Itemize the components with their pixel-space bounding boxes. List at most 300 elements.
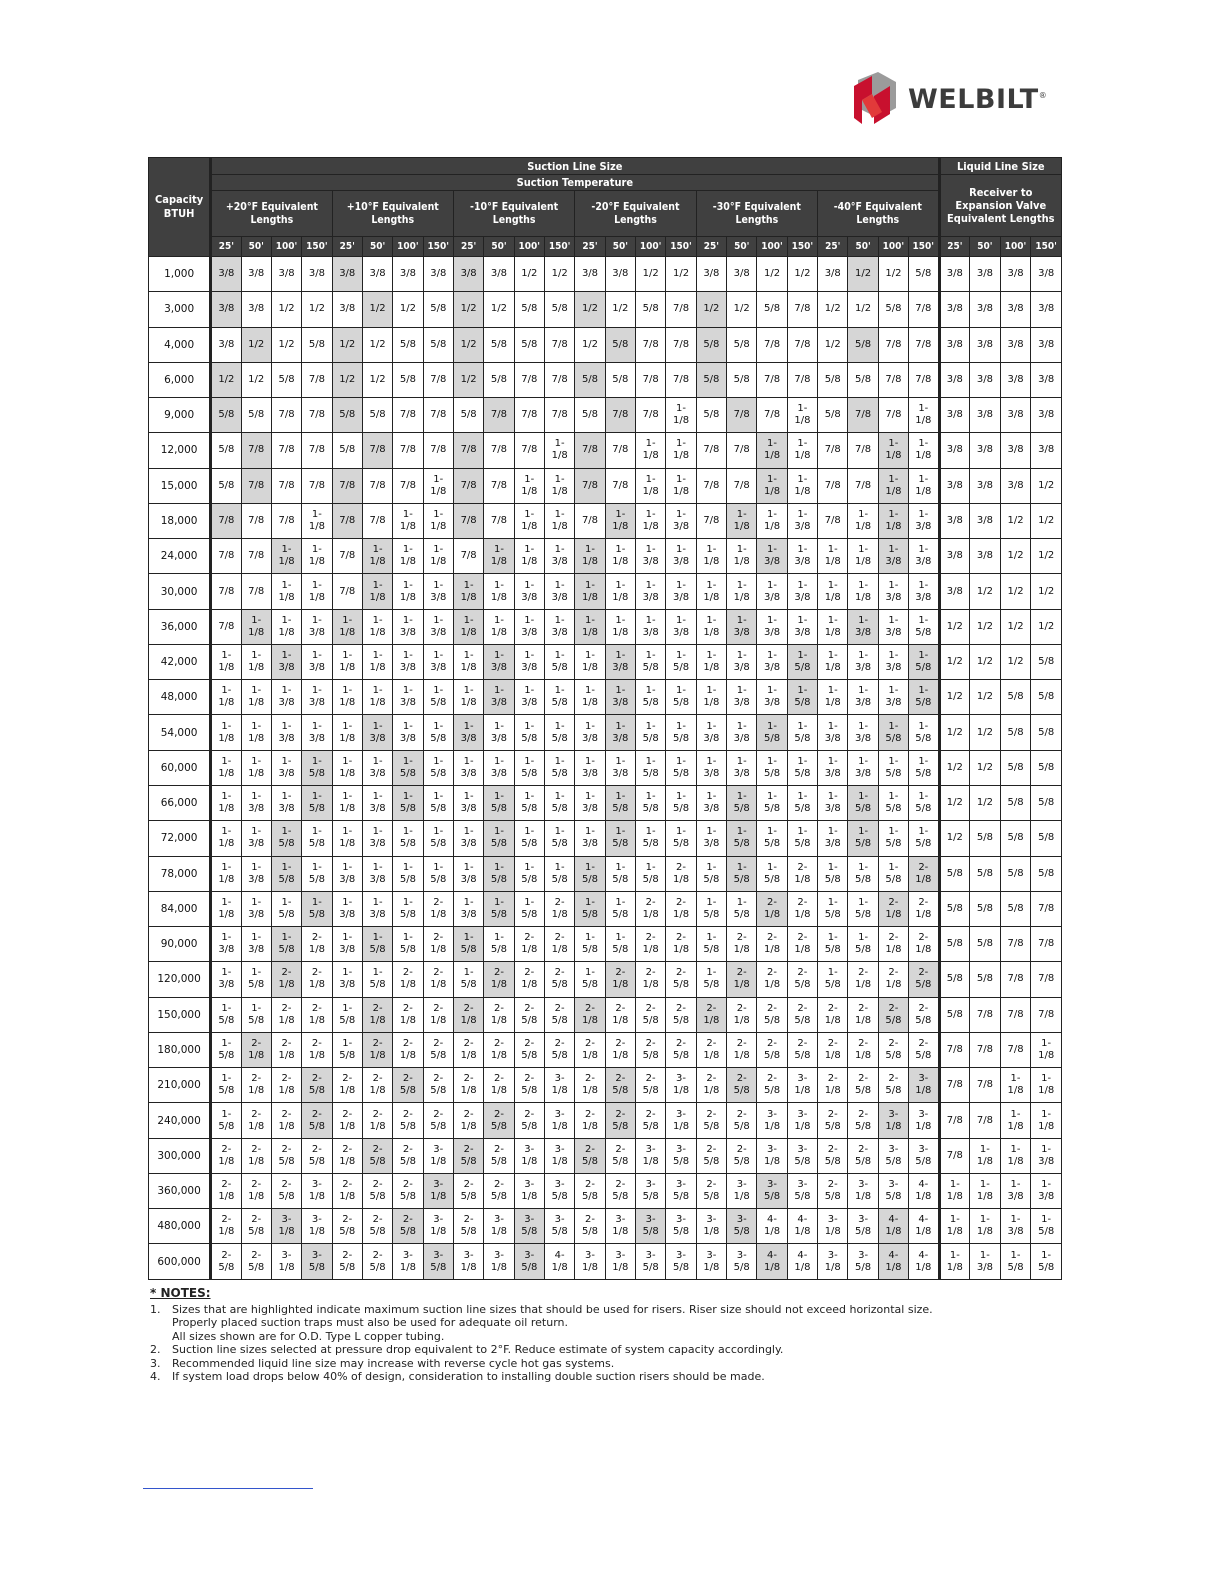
suction-size-cell: 5/8: [818, 362, 848, 397]
capacity-cell: 120,000: [149, 962, 211, 997]
liquid-size-cell: 1- 3/8: [1031, 1138, 1062, 1173]
suction-size-cell: 1- 5/8: [727, 821, 757, 856]
suction-size-cell: 2- 1/8: [636, 891, 666, 926]
note-text: Suction line sizes selected at pressure drop equivalent to 2°F. Reduce estimate of system capacity accordingly.: [172, 1343, 784, 1356]
suction-size-cell: 1- 5/8: [848, 856, 878, 891]
suction-size-cell: 1- 1/8: [727, 539, 757, 574]
suction-size-cell: 1- 1/8: [909, 433, 939, 468]
suction-size-cell: 3- 1/8: [727, 1173, 757, 1208]
suction-size-cell: 1- 5/8: [757, 856, 787, 891]
capacity-cell: 4,000: [149, 327, 211, 362]
suction-size-cell: 7/8: [514, 398, 544, 433]
suction-size-cell: 2- 1/8: [302, 927, 332, 962]
suction-size-cell: 2- 5/8: [332, 1209, 362, 1244]
liquid-size-cell: 1/2: [1031, 468, 1062, 503]
suction-size-cell: 1/2: [271, 327, 301, 362]
suction-size-cell: 5/8: [575, 362, 605, 397]
suction-size-cell: 1- 5/8: [271, 856, 301, 891]
suction-size-cell: 1- 5/8: [787, 821, 817, 856]
suction-size-cell: 3/8: [453, 257, 483, 292]
suction-size-cell: 2- 5/8: [727, 1103, 757, 1138]
suction-size-cell: 1- 3/8: [514, 644, 544, 679]
liquid-size-cell: 1/2: [970, 574, 1001, 609]
length-header: 150': [787, 237, 817, 257]
liquid-size-cell: 7/8: [1031, 927, 1062, 962]
suction-size-cell: 7/8: [211, 609, 241, 644]
suction-size-cell: 1- 5/8: [211, 1068, 241, 1103]
suction-size-cell: 3/8: [271, 257, 301, 292]
suction-size-cell: 7/8: [241, 539, 271, 574]
suction-size-cell: 4- 1/8: [909, 1173, 939, 1208]
capacity-cell: 42,000: [149, 644, 211, 679]
suction-size-cell: 1- 3/8: [848, 644, 878, 679]
suction-size-cell: 1- 5/8: [423, 856, 453, 891]
capacity-cell: 300,000: [149, 1138, 211, 1173]
table-row: [149, 715, 1062, 750]
suction-size-cell: 2- 5/8: [302, 1138, 332, 1173]
suction-size-cell: 3- 1/8: [666, 1068, 696, 1103]
table-row: [149, 468, 1062, 503]
suction-size-cell: 1- 5/8: [484, 891, 514, 926]
suction-size-cell: 1- 5/8: [423, 715, 453, 750]
suction-size-cell: 2- 1/8: [848, 1032, 878, 1067]
suction-size-cell: 1- 1/8: [393, 503, 423, 538]
suction-size-cell: 1- 1/8: [484, 574, 514, 609]
suction-size-cell: 1- 5/8: [636, 750, 666, 785]
suction-size-cell: 1- 3/8: [757, 539, 787, 574]
suction-size-cell: 1- 5/8: [302, 785, 332, 820]
capacity-header: Capacity BTUH: [149, 158, 211, 257]
suction-size-cell: 2- 5/8: [514, 1068, 544, 1103]
suction-size-cell: 2- 1/8: [453, 1103, 483, 1138]
suction-size-cell: 2- 5/8: [484, 1138, 514, 1173]
suction-size-cell: 3/8: [332, 257, 362, 292]
capacity-cell: 3,000: [149, 292, 211, 327]
suction-size-cell: 2- 1/8: [818, 997, 848, 1032]
suction-size-cell: 1- 1/8: [302, 503, 332, 538]
suction-size-cell: 3- 1/8: [514, 1173, 544, 1208]
temperature-group-header: +20°F Equivalent Lengths: [211, 191, 332, 237]
suction-size-cell: 1- 1/8: [544, 433, 574, 468]
suction-size-cell: 5/8: [362, 398, 392, 433]
suction-size-cell: 2- 1/8: [271, 1068, 301, 1103]
suction-size-cell: 1/2: [727, 292, 757, 327]
length-header: 50': [605, 237, 635, 257]
suction-size-cell: 5/8: [878, 292, 908, 327]
suction-size-cell: 3- 1/8: [423, 1173, 453, 1208]
suction-size-cell: 3- 5/8: [727, 1244, 757, 1280]
suction-size-cell: 3- 5/8: [544, 1173, 574, 1208]
liquid-size-cell: 5/8: [1000, 785, 1031, 820]
capacity-cell: 60,000: [149, 750, 211, 785]
suction-size-cell: 2- 1/8: [362, 997, 392, 1032]
suction-size-cell: 1- 5/8: [393, 856, 423, 891]
suction-size-cell: 3- 5/8: [423, 1244, 453, 1280]
liquid-size-cell: 3/8: [970, 257, 1001, 292]
suction-size-cell: 7/8: [423, 398, 453, 433]
suction-size-cell: 3- 5/8: [636, 1209, 666, 1244]
suction-size-cell: 1- 5/8: [241, 962, 271, 997]
suction-size-cell: 3- 1/8: [605, 1209, 635, 1244]
suction-size-cell: 3- 1/8: [757, 1103, 787, 1138]
liquid-size-cell: 1/2: [939, 750, 970, 785]
suction-size-cell: 2- 1/8: [544, 891, 574, 926]
liquid-size-cell: 1- 1/8: [970, 1138, 1001, 1173]
suction-size-cell: 1- 5/8: [423, 785, 453, 820]
suction-size-cell: 1- 3/8: [453, 715, 483, 750]
liquid-size-cell: 5/8: [1031, 750, 1062, 785]
suction-size-cell: 1- 5/8: [696, 856, 726, 891]
suction-size-cell: 1- 1/8: [605, 539, 635, 574]
suction-size-cell: 2- 1/8: [241, 1068, 271, 1103]
suction-size-cell: 5/8: [332, 398, 362, 433]
capacity-cell: 18,000: [149, 503, 211, 538]
suction-size-cell: 1- 1/8: [757, 468, 787, 503]
suction-size-cell: 1- 1/8: [787, 398, 817, 433]
liquid-size-cell: 3/8: [1000, 257, 1031, 292]
suction-size-cell: 2- 1/8: [393, 997, 423, 1032]
suction-size-cell: 1- 5/8: [878, 856, 908, 891]
liquid-size-cell: 3/8: [1000, 292, 1031, 327]
suction-size-cell: 1- 1/8: [332, 750, 362, 785]
suction-size-cell: 7/8: [909, 292, 939, 327]
suction-size-cell: 7/8: [666, 362, 696, 397]
suction-size-cell: 5/8: [605, 362, 635, 397]
suction-size-cell: 2- 1/8: [544, 927, 574, 962]
suction-size-cell: 3- 5/8: [878, 1173, 908, 1208]
suction-size-cell: 2- 1/8: [484, 997, 514, 1032]
suction-size-cell: 2- 5/8: [757, 1068, 787, 1103]
suction-size-cell: 1- 5/8: [727, 856, 757, 891]
liquid-line-size-header: Liquid Line Size: [939, 158, 1061, 175]
length-header: 100': [636, 237, 666, 257]
suction-size-cell: 2- 1/8: [241, 1173, 271, 1208]
suction-size-cell: 2- 1/8: [666, 927, 696, 962]
suction-size-cell: 1- 3/8: [302, 680, 332, 715]
liquid-size-cell: 3/8: [1000, 468, 1031, 503]
suction-size-cell: 1- 1/8: [362, 609, 392, 644]
suction-size-cell: 2- 1/8: [666, 856, 696, 891]
suction-size-cell: 2- 1/8: [302, 962, 332, 997]
liquid-size-cell: 1- 1/8: [939, 1209, 970, 1244]
note-number: 4.: [150, 1370, 161, 1383]
suction-size-cell: 1- 3/8: [666, 503, 696, 538]
liquid-size-cell: 3/8: [1031, 327, 1062, 362]
suction-size-cell: 7/8: [878, 398, 908, 433]
suction-size-cell: 1- 1/8: [362, 539, 392, 574]
suction-size-cell: 7/8: [696, 503, 726, 538]
suction-size-cell: 5/8: [211, 398, 241, 433]
suction-size-cell: 3- 1/8: [544, 1138, 574, 1173]
suction-size-cell: 5/8: [332, 433, 362, 468]
liquid-size-cell: 1- 1/8: [1000, 1138, 1031, 1173]
suction-size-cell: 2- 5/8: [727, 1138, 757, 1173]
suction-size-cell: 1- 1/8: [727, 503, 757, 538]
suction-size-cell: 3/8: [211, 257, 241, 292]
suction-size-cell: 1- 1/8: [241, 644, 271, 679]
suction-size-cell: 4- 1/8: [787, 1244, 817, 1280]
suction-size-cell: 1/2: [575, 292, 605, 327]
liquid-size-cell: 1/2: [970, 609, 1001, 644]
note-text: Recommended liquid line size may increase with reverse cycle hot gas systems.: [172, 1356, 615, 1370]
liquid-size-cell: 1- 5/8: [1000, 1244, 1031, 1280]
suction-size-cell: 1- 5/8: [909, 715, 939, 750]
suction-size-cell: 3- 1/8: [696, 1244, 726, 1280]
liquid-size-cell: 3/8: [1031, 292, 1062, 327]
capacity-cell: 9,000: [149, 398, 211, 433]
suction-size-cell: 1- 3/8: [818, 715, 848, 750]
suction-size-cell: 1- 5/8: [484, 927, 514, 962]
suction-size-cell: 3- 1/8: [909, 1103, 939, 1138]
suction-size-cell: 1- 5/8: [393, 750, 423, 785]
suction-size-cell: 1- 5/8: [362, 962, 392, 997]
suction-size-cell: 1- 5/8: [453, 927, 483, 962]
suction-temperature-header: Suction Temperature: [211, 175, 939, 191]
liquid-size-cell: 5/8: [1031, 644, 1062, 679]
suction-size-cell: 7/8: [453, 539, 483, 574]
suction-size-cell: 3/8: [241, 292, 271, 327]
liquid-size-cell: 7/8: [970, 1032, 1001, 1067]
suction-size-cell: 1- 5/8: [636, 856, 666, 891]
suction-size-cell: 1- 5/8: [271, 821, 301, 856]
suction-size-cell: 1- 3/8: [878, 539, 908, 574]
suction-size-cell: 2- 1/8: [302, 997, 332, 1032]
suction-size-cell: 2- 1/8: [453, 1032, 483, 1067]
suction-size-cell: 1- 3/8: [302, 609, 332, 644]
suction-size-cell: 3- 1/8: [757, 1138, 787, 1173]
suction-size-cell: 7/8: [909, 327, 939, 362]
suction-size-cell: 7/8: [818, 433, 848, 468]
suction-size-cell: 1- 1/8: [544, 503, 574, 538]
suction-size-cell: 1- 1/8: [302, 539, 332, 574]
liquid-size-cell: 3/8: [939, 539, 970, 574]
suction-size-cell: 7/8: [666, 292, 696, 327]
suction-size-cell: 1/2: [636, 257, 666, 292]
table-row: [149, 821, 1062, 856]
suction-size-cell: 3- 1/8: [484, 1244, 514, 1280]
suction-size-cell: 1- 1/8: [848, 574, 878, 609]
suction-size-cell: 1- 1/8: [666, 468, 696, 503]
suction-size-cell: 1- 3/8: [696, 750, 726, 785]
suction-size-cell: 2- 5/8: [271, 1138, 301, 1173]
suction-size-cell: 3- 5/8: [514, 1244, 544, 1280]
capacity-cell: 72,000: [149, 821, 211, 856]
suction-size-cell: 2- 5/8: [605, 1173, 635, 1208]
suction-size-cell: 4- 1/8: [878, 1244, 908, 1280]
suction-size-cell: 1- 5/8: [666, 750, 696, 785]
note-text: If system load drops below 40% of design, consideration to installing double suction risers should be made.: [172, 1370, 765, 1383]
liquid-size-cell: 5/8: [939, 891, 970, 926]
liquid-size-cell: 7/8: [1000, 1032, 1031, 1067]
suction-size-cell: 2- 1/8: [727, 997, 757, 1032]
suction-size-cell: 2- 5/8: [666, 1032, 696, 1067]
suction-size-cell: 1- 1/8: [484, 609, 514, 644]
suction-size-cell: 1- 5/8: [909, 821, 939, 856]
liquid-size-cell: 1/2: [1031, 574, 1062, 609]
liquid-size-cell: 7/8: [939, 1138, 970, 1173]
liquid-size-cell: 3/8: [970, 468, 1001, 503]
suction-size-cell: 1- 1/8: [696, 680, 726, 715]
suction-size-cell: 2- 1/8: [666, 891, 696, 926]
suction-size-cell: 7/8: [514, 433, 544, 468]
length-header: 150': [1031, 237, 1062, 257]
suction-size-cell: 2- 5/8: [636, 1068, 666, 1103]
table-row: [149, 1138, 1062, 1173]
suction-size-cell: 1- 3/8: [878, 680, 908, 715]
suction-size-cell: 5/8: [696, 327, 726, 362]
suction-size-cell: 1- 5/8: [575, 927, 605, 962]
suction-size-cell: 1- 3/8: [423, 574, 453, 609]
suction-size-cell: 1- 5/8: [544, 785, 574, 820]
suction-size-cell: 1- 3/8: [362, 891, 392, 926]
suction-size-cell: 1- 1/8: [332, 680, 362, 715]
suction-size-cell: 2- 5/8: [393, 1209, 423, 1244]
suction-size-cell: 1- 5/8: [696, 927, 726, 962]
suction-size-cell: 1- 3/8: [878, 609, 908, 644]
suction-size-cell: 7/8: [241, 503, 271, 538]
length-header: 100': [878, 237, 908, 257]
suction-size-cell: 1- 3/8: [848, 680, 878, 715]
suction-size-cell: 1- 5/8: [423, 750, 453, 785]
liquid-size-cell: 7/8: [939, 1032, 970, 1067]
suction-size-cell: 1/2: [484, 292, 514, 327]
liquid-size-cell: 3/8: [939, 362, 970, 397]
liquid-size-cell: 7/8: [1000, 962, 1031, 997]
suction-size-cell: 1- 1/8: [575, 644, 605, 679]
suction-size-cell: 7/8: [575, 433, 605, 468]
capacity-cell: 15,000: [149, 468, 211, 503]
suction-size-cell: 1- 3/8: [575, 715, 605, 750]
capacity-cell: 6,000: [149, 362, 211, 397]
suction-size-cell: 7/8: [787, 292, 817, 327]
suction-size-cell: 7/8: [757, 362, 787, 397]
suction-size-cell: 1/2: [666, 257, 696, 292]
suction-size-cell: 7/8: [484, 503, 514, 538]
suction-size-cell: 1- 3/8: [757, 680, 787, 715]
liquid-size-cell: 7/8: [1000, 927, 1031, 962]
suction-size-cell: 3- 5/8: [848, 1209, 878, 1244]
suction-size-cell: 1- 5/8: [332, 1032, 362, 1067]
suction-size-cell: 7/8: [575, 503, 605, 538]
suction-size-cell: 1- 3/8: [544, 609, 574, 644]
suction-size-cell: 1- 5/8: [332, 997, 362, 1032]
length-header: 25': [575, 237, 605, 257]
liquid-size-cell: 3/8: [1031, 257, 1062, 292]
liquid-size-cell: 7/8: [970, 1103, 1001, 1138]
suction-size-cell: 1- 1/8: [362, 644, 392, 679]
suction-size-cell: 1/2: [818, 327, 848, 362]
table-row: [149, 962, 1062, 997]
length-header: 50': [848, 237, 878, 257]
suction-size-cell: 1- 1/8: [575, 680, 605, 715]
suction-size-cell: 7/8: [332, 574, 362, 609]
liquid-size-cell: 7/8: [970, 997, 1001, 1032]
liquid-size-cell: 3/8: [939, 398, 970, 433]
suction-size-cell: 2- 5/8: [575, 1209, 605, 1244]
suction-size-cell: 1- 3/8: [818, 750, 848, 785]
suction-size-cell: 1- 5/8: [787, 750, 817, 785]
length-header: 25': [211, 237, 241, 257]
suction-size-cell: 3- 5/8: [757, 1173, 787, 1208]
suction-size-cell: 1- 3/8: [757, 644, 787, 679]
suction-size-cell: 1- 1/8: [211, 891, 241, 926]
suction-size-cell: 1- 3/8: [696, 785, 726, 820]
suction-size-cell: 1- 5/8: [544, 715, 574, 750]
suction-size-cell: 2- 5/8: [544, 1032, 574, 1067]
suction-size-cell: 1- 5/8: [605, 785, 635, 820]
capacity-cell: 78,000: [149, 856, 211, 891]
suction-size-cell: 2- 1/8: [878, 891, 908, 926]
suction-size-cell: 7/8: [878, 362, 908, 397]
length-header: 100': [1000, 237, 1031, 257]
length-header: 150': [544, 237, 574, 257]
suction-size-cell: 1- 3/8: [727, 680, 757, 715]
suction-size-cell: 7/8: [241, 433, 271, 468]
table-row: [149, 574, 1062, 609]
suction-size-cell: 7/8: [848, 398, 878, 433]
liquid-size-cell: 1- 3/8: [1000, 1209, 1031, 1244]
suction-size-cell: 7/8: [362, 468, 392, 503]
suction-size-cell: 1- 5/8: [696, 891, 726, 926]
table-row: [149, 257, 1062, 292]
suction-size-cell: 5/8: [302, 327, 332, 362]
suction-size-cell: 1- 1/8: [848, 539, 878, 574]
suction-size-cell: 5/8: [271, 362, 301, 397]
suction-size-cell: 3- 1/8: [787, 1103, 817, 1138]
suction-size-cell: 1- 1/8: [848, 503, 878, 538]
note-item: [150, 1343, 1010, 1357]
suction-size-cell: 2- 1/8: [818, 1068, 848, 1103]
note-item: [150, 1357, 1010, 1371]
suction-size-cell: 1/2: [453, 292, 483, 327]
suction-size-cell: 3/8: [302, 257, 332, 292]
suction-size-cell: 3- 5/8: [878, 1138, 908, 1173]
liquid-size-cell: 5/8: [1000, 680, 1031, 715]
suction-size-cell: 1- 3/8: [605, 715, 635, 750]
table-row: [149, 750, 1062, 785]
suction-size-cell: 1- 5/8: [453, 962, 483, 997]
suction-size-cell: 1- 3/8: [727, 715, 757, 750]
suction-size-cell: 1- 5/8: [575, 856, 605, 891]
liquid-size-cell: 1- 1/8: [1031, 1032, 1062, 1067]
table-row: [149, 927, 1062, 962]
suction-size-cell: 2- 5/8: [787, 1032, 817, 1067]
liquid-size-cell: 1/2: [1000, 644, 1031, 679]
suction-size-cell: 1- 1/8: [211, 750, 241, 785]
suction-size-cell: 5/8: [453, 398, 483, 433]
liquid-size-cell: 1- 1/8: [939, 1244, 970, 1280]
suction-size-cell: 3/8: [484, 257, 514, 292]
suction-size-cell: 1- 3/8: [453, 785, 483, 820]
suction-size-cell: 1- 5/8: [878, 750, 908, 785]
liquid-size-cell: 5/8: [970, 856, 1001, 891]
suction-size-cell: 1- 1/8: [211, 856, 241, 891]
liquid-size-cell: 3/8: [1031, 433, 1062, 468]
liquid-size-cell: 7/8: [970, 1068, 1001, 1103]
suction-size-cell: 1- 3/8: [484, 680, 514, 715]
suction-size-cell: 1- 5/8: [605, 856, 635, 891]
liquid-size-cell: 1- 3/8: [1031, 1173, 1062, 1208]
suction-size-cell: 7/8: [909, 362, 939, 397]
suction-size-cell: 5/8: [423, 292, 453, 327]
suction-size-cell: 2- 5/8: [848, 1103, 878, 1138]
suction-size-cell: 1- 5/8: [757, 785, 787, 820]
capacity-cell: 36,000: [149, 609, 211, 644]
suction-size-cell: 3/8: [332, 292, 362, 327]
temperature-group-header: -20°F Equivalent Lengths: [575, 191, 696, 237]
suction-size-cell: 2- 5/8: [484, 1173, 514, 1208]
suction-size-cell: 1- 3/8: [362, 715, 392, 750]
